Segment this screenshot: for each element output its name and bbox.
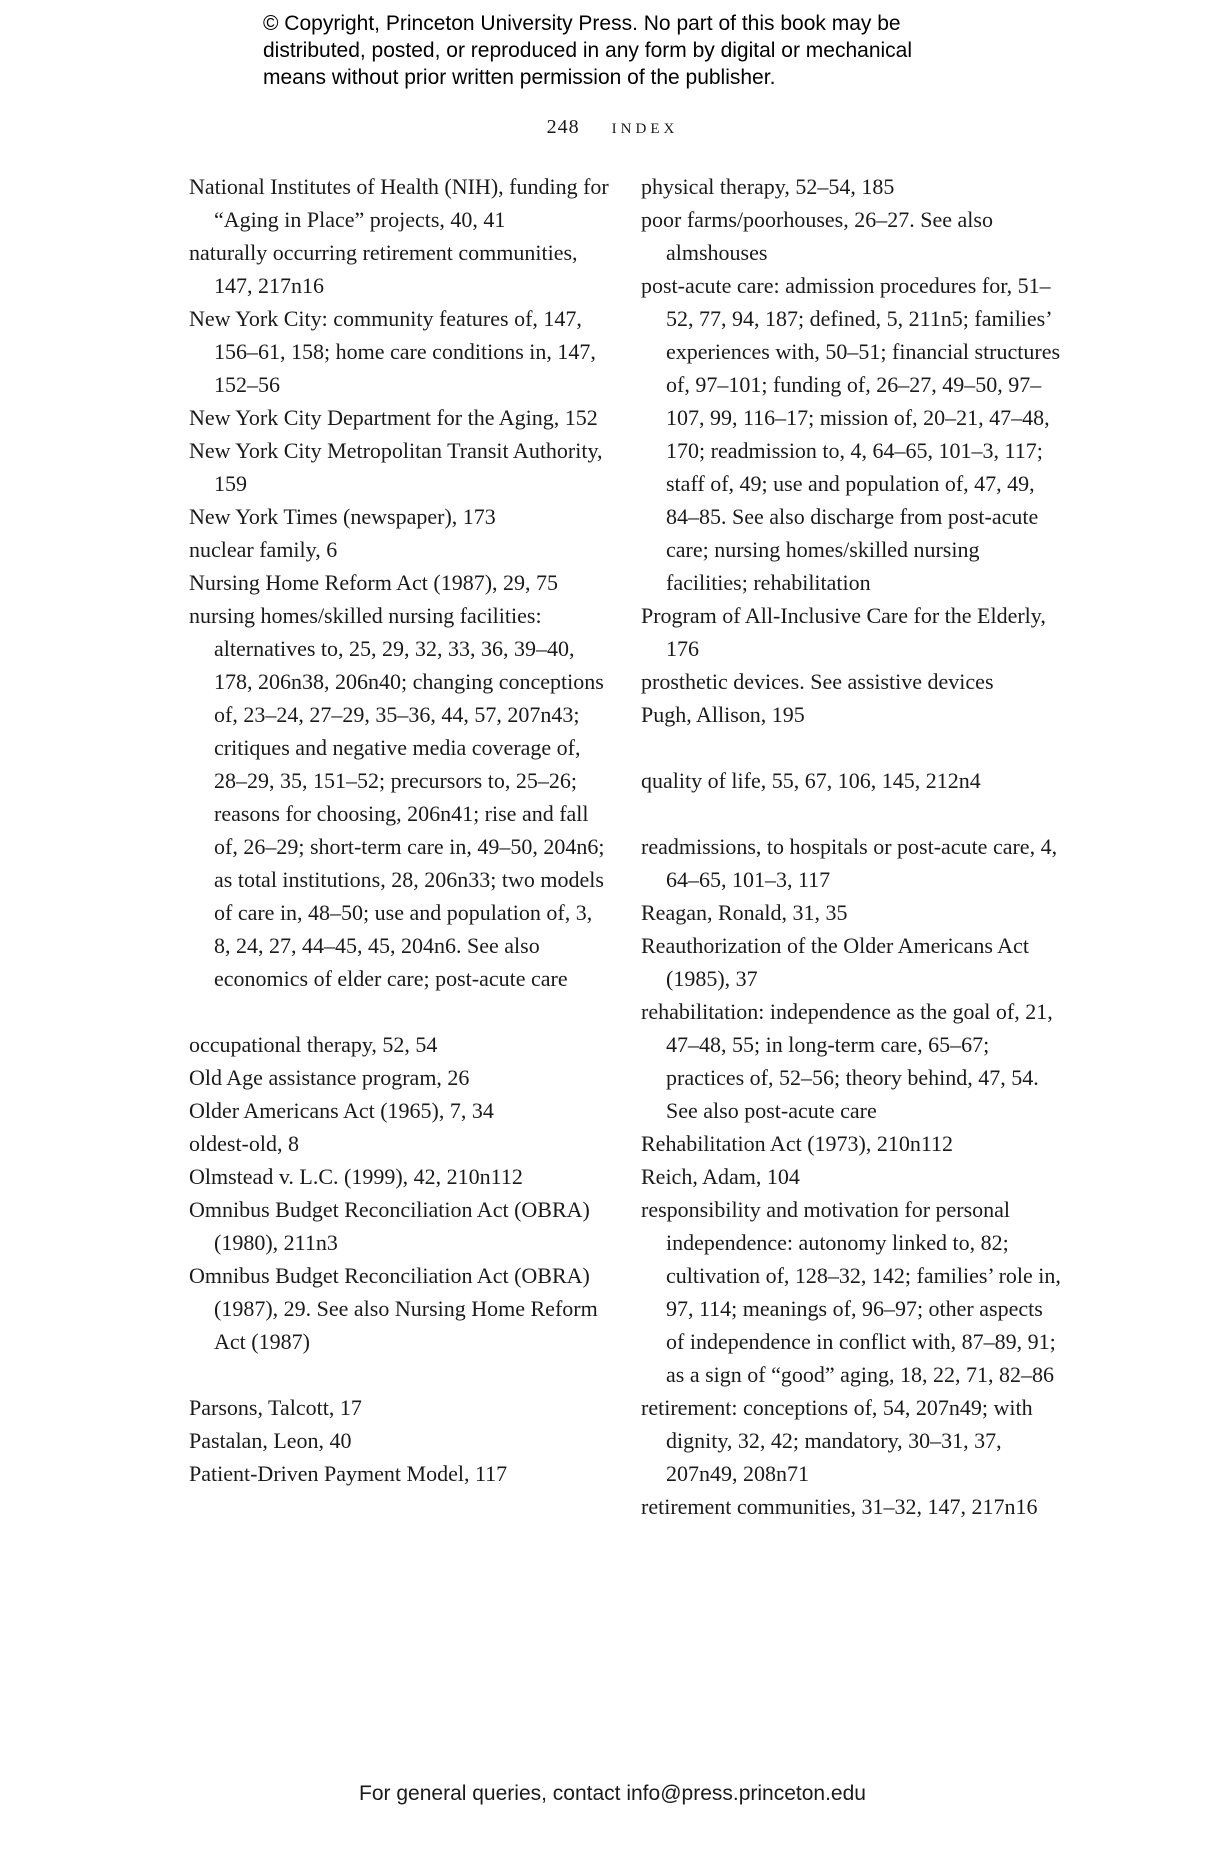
index-entry: Older Americans Act (1965), 7, 34 — [189, 1098, 494, 1123]
index-entry: Rehabilitation Act (1973), 210n112 — [641, 1131, 954, 1156]
copyright-line: distributed, posted, or reproduced in any form by digital or mechanical — [263, 39, 913, 62]
index-entry: retirement: conceptions of, 54, 207n49; with dignity, 32, 42; mandatory, 30–31, 37, 207n49, 208n71 — [641, 1395, 1033, 1486]
index-entry: retirement communities, 31–32, 147, 217n16 — [641, 1494, 1038, 1519]
index-entry: prosthetic devices. See assistive devices — [641, 669, 994, 694]
index-entry: Reich, Adam, 104 — [641, 1164, 800, 1189]
index-entry: Reauthorization of the Older Americans Act (1985), 37 — [641, 933, 1029, 991]
copyright-notice — [263, 10, 963, 91]
section-title: index — [611, 113, 679, 138]
index-entry: New York City: community features of, 147, 156–61, 158; home care conditions in, 147, 152–56 — [189, 306, 596, 397]
index-entry: responsibility and motivation for personal independence: autonomy linked to, 82; cultivation of, 128–32, 142; families’ role in, 97, 114; meanings of, 96–97; other aspects of independence in conflict with, 87–89, 91; as a sign of “good” aging, 18, 22, 71, 82–86 — [641, 1197, 1061, 1387]
index-entry: Parsons, Talcott, 17 — [189, 1395, 362, 1420]
index-entry: Pugh, Allison, 195 — [641, 702, 805, 727]
index-entry: New York City Department for the Aging, 152 — [189, 405, 598, 430]
copyright-line: © Copyright, Princeton University Press. No part of this book may be — [263, 12, 901, 35]
footer-contact: For general queries, contact info@press.princeton.edu — [359, 1782, 866, 1805]
index-entry: post-acute care: admission procedures for, 51–52, 77, 94, 187; defined, 5, 211n5; families’ experiences with, 50–51; financial structures of, 97–101; funding of, 26–27, 49–50, 97–107, 99, 116–17; mission of, 20–21, 47–48, 170; readmission to, 4, 64–65, 101–3, 117; staff of, 49; use and population of, 47, 49, 84–85. See also discharge from post-acute care; nursing homes/skilled nursing facilities; rehabilitation — [641, 273, 1061, 595]
page-number: 248 — [546, 116, 580, 138]
index-entry: Program of All-Inclusive Care for the Elderly, 176 — [641, 603, 1046, 661]
index-column-right — [641, 170, 1061, 1523]
index-entry: naturally occurring retirement communities, 147, 217n16 — [189, 240, 578, 298]
index-entry: Pastalan, Leon, 40 — [189, 1428, 352, 1453]
index-entry: oldest-old, 8 — [189, 1131, 299, 1156]
index-entry: New York City Metropolitan Transit Authority, 159 — [189, 438, 603, 496]
index-entry: Olmstead v. L.C. (1999), 42, 210n112 — [189, 1164, 523, 1189]
index-entry: quality of life, 55, 67, 106, 145, 212n4 — [641, 768, 981, 793]
copyright-line: means without prior written permission of the publisher. — [263, 66, 776, 89]
index-entry: nuclear family, 6 — [189, 537, 338, 562]
index-entry: Old Age assistance program, 26 — [189, 1065, 470, 1090]
index-entry: Omnibus Budget Reconciliation Act (OBRA) (1980), 211n3 — [189, 1197, 590, 1255]
index-entry: Nursing Home Reform Act (1987), 29, 75 — [189, 570, 559, 595]
index-entry: Patient-Driven Payment Model, 117 — [189, 1461, 508, 1486]
index-entry: Reagan, Ronald, 31, 35 — [641, 900, 848, 925]
running-head — [0, 113, 1225, 139]
index-entry: nursing homes/skilled nursing facilities: alternatives to, 25, 29, 32, 33, 36, 39–40, 178, 206n38, 206n40; changing conceptions of, 23–24, 27–29, 35–36, 44, 57, 207n43; critiques and negative media coverage of, 28–29, 35, 151–52; precursors to, 25–26; reasons for choosing, 206n41; rise and fall of, 26–29; short-term care in, 49–50, 204n6; as total institutions, 28, 206n33; two models of care in, 48–50; use and population of, 3, 8, 24, 27, 44–45, 45, 204n6. See also economics of elder care; post-acute care — [189, 603, 605, 991]
index-entry: occupational therapy, 52, 54 — [189, 1032, 438, 1057]
index-entry: New York Times (newspaper), 173 — [189, 504, 496, 529]
index-column-left — [189, 170, 609, 1490]
index-entry: physical therapy, 52–54, 185 — [641, 174, 895, 199]
index-entry: poor farms/poorhouses, 26–27. See also almshouses — [641, 207, 993, 265]
index-entry: National Institutes of Health (NIH), funding for “Aging in Place” projects, 40, 41 — [189, 174, 609, 232]
index-entry: Omnibus Budget Reconciliation Act (OBRA) (1987), 29. See also Nursing Home Reform Act (1987) — [189, 1263, 598, 1354]
index-entry: readmissions, to hospitals or post-acute care, 4, 64–65, 101–3, 117 — [641, 834, 1058, 892]
index-entry: rehabilitation: independence as the goal of, 21, 47–48, 55; in long-term care, 65–67; practices of, 52–56; theory behind, 47, 54. See also post-acute care — [641, 999, 1053, 1123]
